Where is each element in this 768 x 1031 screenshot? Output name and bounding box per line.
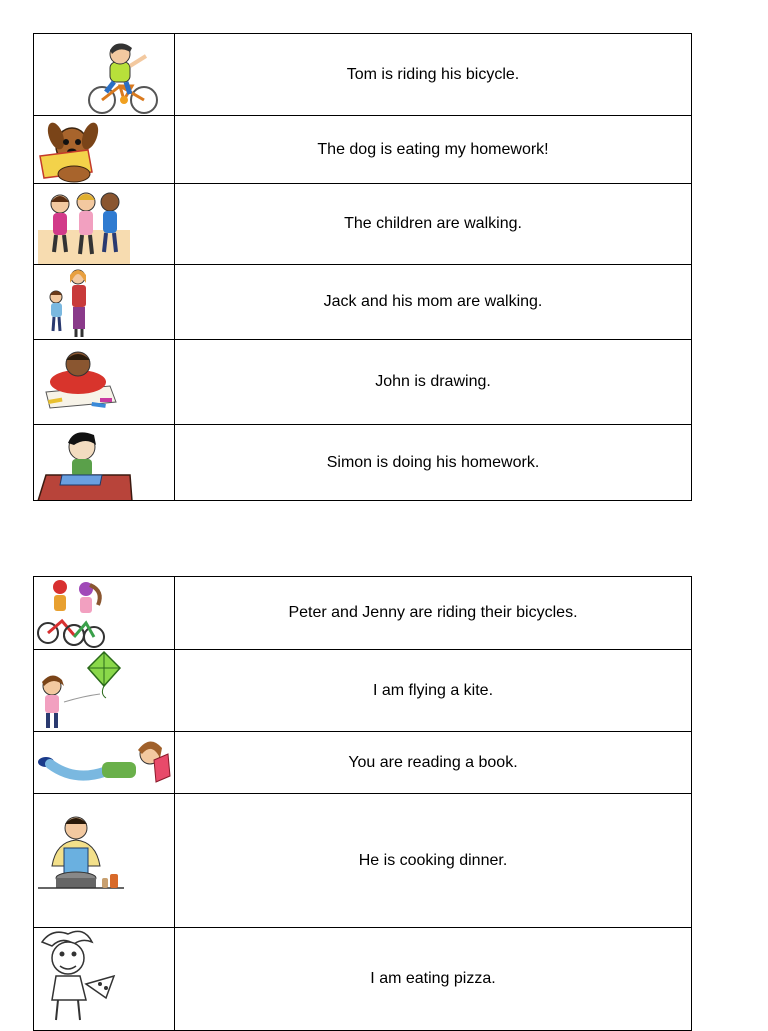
table-row <box>34 928 692 1031</box>
boy-riding-bicycle-icon <box>34 34 174 116</box>
sentence-cell: John is drawing. <box>175 340 692 425</box>
sentence-cell: He is cooking dinner. <box>175 794 692 928</box>
picture-cell <box>34 928 175 1031</box>
picture-cell <box>34 340 175 425</box>
sentence-cell: Peter and Jenny are riding their bicycles. <box>175 577 692 650</box>
boy-eating-pizza-icon <box>34 928 174 1031</box>
picture-cell <box>34 34 175 116</box>
sentence-cell: I am flying a kite. <box>175 650 692 732</box>
picture-cell <box>34 732 175 794</box>
sentence-cell: Tom is riding his bicycle. <box>175 34 692 116</box>
sentence-cell: The dog is eating my homework! <box>175 116 692 184</box>
table-row <box>34 184 692 265</box>
girl-flying-kite-icon <box>34 650 174 732</box>
picture-cell <box>34 265 175 340</box>
table-row <box>34 265 692 340</box>
picture-cell <box>34 184 175 265</box>
sentence-table-1 <box>33 33 692 501</box>
table-row <box>34 577 692 650</box>
table-row <box>34 425 692 501</box>
table-row <box>34 34 692 116</box>
sentence-cell: Simon is doing his homework. <box>175 425 692 501</box>
table-row <box>34 794 692 928</box>
picture-cell <box>34 794 175 928</box>
table-row <box>34 340 692 425</box>
sentence-cell: Jack and his mom are walking. <box>175 265 692 340</box>
table-row <box>34 650 692 732</box>
picture-cell <box>34 425 175 501</box>
man-cooking-icon <box>34 794 174 928</box>
sentence-cell: You are reading a book. <box>175 732 692 794</box>
picture-cell <box>34 577 175 650</box>
boy-drawing-icon <box>34 340 174 425</box>
boy-doing-homework-icon <box>34 425 174 501</box>
table-row <box>34 732 692 794</box>
boy-and-mom-walking-icon <box>34 265 174 340</box>
sentence-cell: The children are walking. <box>175 184 692 265</box>
sentence-cell: I am eating pizza. <box>175 928 692 1031</box>
girl-reading-book-icon <box>34 732 174 794</box>
table-row <box>34 116 692 184</box>
picture-cell <box>34 650 175 732</box>
dog-eating-homework-icon <box>34 116 174 184</box>
sentence-table-2 <box>33 576 692 1031</box>
two-kids-riding-bicycles-icon <box>34 577 174 650</box>
children-walking-icon <box>34 184 174 265</box>
picture-cell <box>34 116 175 184</box>
